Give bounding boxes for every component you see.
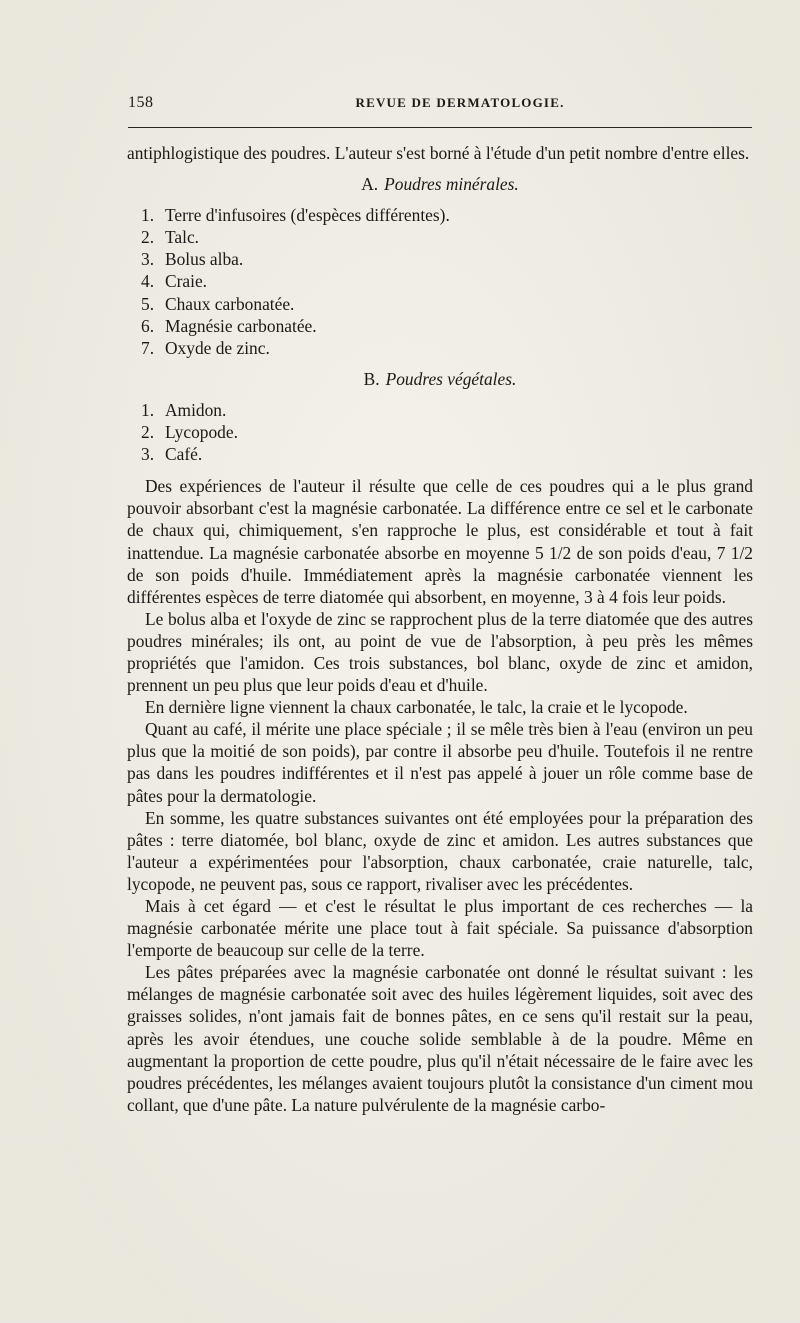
section-name: Poudres minérales.	[384, 174, 519, 195]
item-text: Magnésie carbonatée.	[165, 315, 317, 336]
item-number: 5.	[141, 293, 155, 314]
header-rule	[128, 127, 752, 128]
list-item	[127, 399, 753, 421]
item-number: 6.	[141, 315, 155, 336]
item-number: 1.	[141, 205, 155, 226]
page-number: 158	[128, 94, 154, 111]
section-number: A.	[361, 174, 379, 195]
body-paragraph: Des expériences de l'auteur il résulte que celle de ces poudres qui a le plus grand pouvoir absorbant c'est la magnésie carbonatée. La différence entre ce sel et le carbonate de chaux qui, chimiquement, s'en rapproche le plus, est considérable et tout à fait inattendue. La magnésie carbonatée absorbe en moyenne 5 1/2 de son poids d'eau, 7 1/2 de son poids d'huile. Immédiatement après la magnésie carbonatée viennent les différentes espèces de terre diatomée qui absorbent, en moyenne, 3 à 4 fois leur poids.	[127, 476, 753, 607]
item-text: Craie.	[165, 271, 208, 292]
body-paragraph: En dernière ligne viennent la chaux carbonatée, le talc, la craie et le lycopode.	[145, 697, 688, 718]
item-number: 4.	[141, 271, 155, 292]
list-item	[127, 293, 753, 315]
running-title: REVUE DE DERMATOLOGIE.	[355, 95, 565, 110]
item-number: 3.	[141, 249, 155, 270]
item-text: Talc.	[165, 227, 200, 248]
section-title-mineral	[127, 173, 753, 195]
item-text: Lycopode.	[165, 422, 238, 443]
item-text: Terre d'infusoires (d'espèces différentes).	[165, 205, 450, 226]
item-number: 3.	[141, 444, 155, 465]
section-number: B.	[363, 368, 380, 389]
vegetal-powders-list	[127, 399, 753, 465]
item-text: Café.	[165, 444, 203, 465]
item-number: 2.	[141, 422, 155, 443]
list-item	[127, 248, 753, 270]
page-header	[128, 94, 752, 116]
section-name: Poudres végétales.	[385, 368, 517, 389]
body-paragraph: Le bolus alba et l'oxyde de zinc se rapprochent plus de la terre diatomée que des autres poudres minérales; ils ont, au point de vue de l'absorption, à peu près les mêmes propriétés que l'amidon. Ces trois substances, bol blanc, oxyde de zinc et amidon, prennent un peu plus que leur poids d'eau et d'huile.	[127, 608, 753, 696]
list-item	[127, 204, 753, 226]
list-item	[127, 337, 753, 359]
list-item	[127, 315, 753, 337]
body-paragraph: Mais à cet égard — et c'est le résultat le plus important de ces recherches — la magnésie carbonatée mérite une place tout à fait spéciale. Sa puissance d'absorption l'emporte de beaucoup sur celle de la terre.	[127, 896, 753, 961]
item-text: Bolus alba.	[165, 249, 244, 270]
page-body	[127, 142, 753, 1116]
item-text: Chaux carbonatée.	[165, 293, 295, 314]
item-text: Oxyde de zinc.	[165, 337, 270, 358]
item-number: 2.	[141, 227, 155, 248]
list-item	[127, 421, 753, 443]
intro-paragraph: antiphlogistique des poudres. L'auteur s'est borné à l'étude d'un petit nombre d'entre elles.	[127, 143, 750, 163]
item-number: 7.	[141, 337, 155, 358]
list-item	[127, 270, 753, 292]
body-paragraph: En somme, les quatre substances suivantes ont été employées pour la préparation des pâtes : terre diatomée, bol blanc, oxyde de zinc et amidon. Les autres substances que l'auteur a expérimentées pour l'absorption, chaux carbonatée, craie naturelle, talc, lycopode, ne peuvent pas, sous ce rapport, rivaliser avec les précédentes.	[127, 807, 753, 894]
item-number: 1.	[141, 399, 155, 420]
item-text: Amidon.	[165, 399, 227, 420]
spacer	[127, 465, 753, 475]
mineral-powders-list	[127, 204, 753, 359]
section-title-vegetal	[127, 368, 753, 390]
body-paragraph: Les pâtes préparées avec la magnésie carbonatée ont donné le résultat suivant : les mélanges de magnésie carbonatée soit avec des huiles légèrement liquides, soit avec des graisses solides, n'ont jamais fait de bonnes pâtes, en ce sens qu'il restait sur la peau, après les avoir étendues, une couche solide semblable à de la poudre. Même en augmentant la proportion de cette poudre, plus qu'il n'était nécessaire de le faire avec les poudres précédentes, les mélanges avaient toujours plutôt la consistance d'un ciment mou collant, que d'une pâte. La nature pulvérulente de la magnésie carbo-	[127, 962, 753, 1115]
body-paragraph: Quant au café, il mérite une place spéciale ; il se mêle très bien à l'eau (environ un peu plus que la moitié de son poids), par contre il absorbe peu d'huile. Toutefois il ne rentre pas dans les poudres indifférentes et il n'est pas appelé à jouer un rôle comme base de pâtes pour la dermatologie.	[127, 719, 753, 806]
list-item	[127, 443, 753, 465]
list-item	[127, 226, 753, 248]
